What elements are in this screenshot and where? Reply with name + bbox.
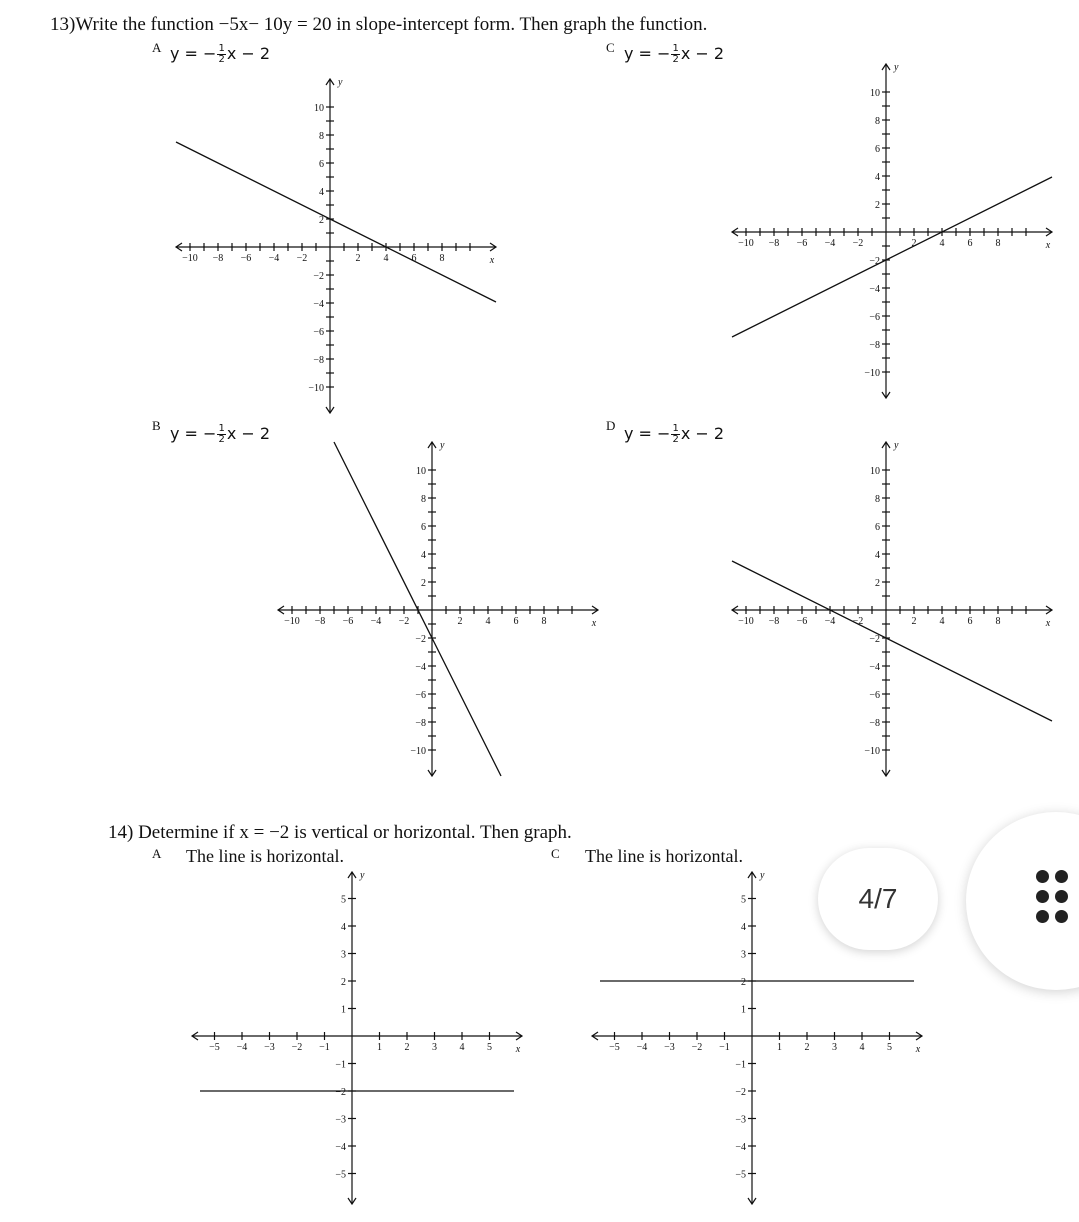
x-tick-label: −5 bbox=[609, 1042, 620, 1053]
y-tick-label: 8 bbox=[421, 494, 426, 505]
x-tick-label: −5 bbox=[209, 1042, 220, 1053]
y-tick-label: 2 bbox=[875, 200, 880, 211]
question-14: 14) Determine if x = −2 is vertical or horizontal. Then graph. bbox=[108, 822, 572, 843]
frac-num: 1 bbox=[218, 43, 225, 54]
x-axis-label: x bbox=[591, 618, 597, 629]
eq-lhs: y = − bbox=[624, 424, 671, 443]
fraction bbox=[671, 424, 679, 445]
graph-q14-option-a bbox=[184, 868, 524, 1208]
y-tick-label: −4 bbox=[869, 662, 880, 673]
y-tick-label: −6 bbox=[415, 690, 426, 701]
x-tick-label: −4 bbox=[824, 238, 836, 249]
x-tick-label: −2 bbox=[691, 1042, 703, 1053]
plotted-line bbox=[176, 142, 496, 302]
q14-option-letter-c: C bbox=[551, 846, 560, 861]
y-tick-label: 6 bbox=[875, 522, 880, 533]
y-tick-label: 2 bbox=[741, 977, 746, 988]
eq-lhs: y = − bbox=[170, 44, 217, 63]
graph-option-c bbox=[726, 60, 1056, 400]
y-tick-label: 1 bbox=[341, 1004, 346, 1016]
x-tick-label: −1 bbox=[719, 1042, 730, 1053]
plotted-line bbox=[732, 561, 1052, 721]
x-tick-label: 4 bbox=[485, 616, 491, 627]
y-axis-label: y bbox=[760, 870, 765, 881]
x-tick-label: −4 bbox=[824, 616, 836, 627]
x-tick-label: 5 bbox=[487, 1042, 492, 1053]
x-axis-label: x bbox=[515, 1044, 521, 1055]
x-tick-label: −4 bbox=[636, 1042, 648, 1053]
frac-den: 2 bbox=[218, 54, 225, 65]
y-tick-label: −4 bbox=[735, 1142, 746, 1153]
x-tick-label: −10 bbox=[182, 253, 198, 264]
y-axis-label: y bbox=[894, 62, 899, 73]
y-tick-label: 1 bbox=[741, 1004, 746, 1016]
y-tick-label: −4 bbox=[415, 662, 426, 673]
x-tick-label: −2 bbox=[398, 616, 410, 627]
x-tick-label: −3 bbox=[664, 1042, 675, 1053]
question-13: 13)Write the function −5x− 10y = 20 in slope-intercept form. Then graph the function. bbox=[50, 14, 708, 35]
graph-option-b bbox=[272, 438, 602, 778]
y-tick-label: −4 bbox=[313, 299, 324, 310]
y-tick-label: −2 bbox=[415, 634, 426, 645]
x-tick-label: 5 bbox=[887, 1042, 892, 1053]
y-tick-label: −10 bbox=[308, 383, 324, 394]
x-tick-label: 6 bbox=[967, 238, 973, 249]
x-tick-label: −3 bbox=[264, 1042, 275, 1053]
x-axis-label: x bbox=[915, 1044, 921, 1055]
x-tick-label: 2 bbox=[911, 238, 917, 249]
y-tick-label: −10 bbox=[410, 746, 426, 757]
plotted-line bbox=[732, 177, 1052, 337]
y-tick-label: −8 bbox=[869, 340, 880, 351]
x-tick-label: −8 bbox=[314, 616, 326, 627]
option-d-equation bbox=[624, 424, 724, 445]
x-tick-label: 2 bbox=[804, 1042, 810, 1053]
eq-lhs: y = − bbox=[170, 424, 217, 443]
frac-den: 2 bbox=[672, 54, 679, 65]
y-axis-label: y bbox=[338, 77, 343, 88]
y-tick-label: 2 bbox=[875, 578, 880, 589]
eq-rhs: x − 2 bbox=[680, 424, 725, 443]
x-tick-label: −2 bbox=[296, 253, 308, 264]
y-tick-label: −6 bbox=[313, 327, 324, 338]
q14-option-letter-a: A bbox=[152, 846, 162, 861]
frac-den: 2 bbox=[672, 434, 679, 445]
x-tick-label: −6 bbox=[342, 616, 354, 627]
y-tick-label: 2 bbox=[421, 578, 426, 589]
option-a-equation bbox=[170, 44, 270, 65]
fraction bbox=[217, 44, 225, 65]
x-tick-label: 6 bbox=[513, 616, 519, 627]
x-tick-label: −2 bbox=[852, 238, 864, 249]
y-tick-label: −4 bbox=[869, 284, 880, 295]
y-axis-label: y bbox=[440, 440, 445, 451]
option-letter-a: A bbox=[152, 40, 162, 55]
y-tick-label: −3 bbox=[735, 1114, 746, 1126]
x-tick-label: 8 bbox=[995, 238, 1001, 249]
option-b-equation bbox=[170, 424, 270, 445]
q14-option-a-answer: The line is horizontal. bbox=[186, 846, 344, 866]
x-axis-label: x bbox=[1045, 240, 1051, 251]
y-tick-label: 4 bbox=[875, 550, 880, 561]
y-tick-label: −1 bbox=[735, 1059, 746, 1071]
y-tick-label: 4 bbox=[741, 922, 746, 933]
x-tick-label: 8 bbox=[995, 616, 1001, 627]
x-tick-label: −4 bbox=[268, 253, 280, 264]
y-tick-label: −4 bbox=[335, 1142, 346, 1153]
x-tick-label: −4 bbox=[370, 616, 382, 627]
y-tick-label: −2 bbox=[869, 256, 880, 267]
y-tick-label: −6 bbox=[869, 690, 880, 701]
x-tick-label: 4 bbox=[859, 1042, 865, 1053]
y-tick-label: 4 bbox=[421, 550, 426, 561]
x-tick-label: −1 bbox=[319, 1042, 330, 1053]
x-tick-label: 2 bbox=[355, 253, 361, 264]
eq-rhs: x − 2 bbox=[226, 424, 271, 443]
y-tick-label: −6 bbox=[869, 312, 880, 323]
x-tick-label: 6 bbox=[411, 253, 417, 264]
y-tick-label: 10 bbox=[870, 466, 880, 477]
x-tick-label: 1 bbox=[377, 1042, 382, 1053]
frac-num: 1 bbox=[672, 43, 679, 54]
x-tick-label: 8 bbox=[439, 253, 445, 264]
y-tick-label: 4 bbox=[875, 172, 880, 183]
y-tick-label: 2 bbox=[319, 215, 324, 226]
y-tick-label: −1 bbox=[335, 1059, 346, 1071]
eq-lhs: y = − bbox=[624, 44, 671, 63]
x-tick-label: 4 bbox=[459, 1042, 465, 1053]
x-tick-label: 6 bbox=[967, 616, 973, 627]
x-tick-label: 4 bbox=[939, 238, 945, 249]
x-tick-label: 4 bbox=[939, 616, 945, 627]
option-letter-d: D bbox=[606, 418, 616, 433]
y-tick-label: −10 bbox=[864, 368, 880, 379]
y-tick-label: −2 bbox=[313, 271, 324, 282]
y-tick-label: 5 bbox=[341, 894, 346, 906]
x-tick-label: −6 bbox=[796, 238, 808, 249]
y-tick-label: 6 bbox=[875, 144, 880, 155]
x-tick-label: −10 bbox=[738, 616, 754, 627]
x-tick-label: −8 bbox=[768, 616, 780, 627]
y-axis-label: y bbox=[360, 870, 365, 881]
x-tick-label: 3 bbox=[832, 1042, 837, 1053]
graph-option-d bbox=[726, 438, 1056, 778]
y-tick-label: −8 bbox=[313, 355, 324, 366]
graph-option-a bbox=[170, 75, 500, 415]
y-tick-label: −8 bbox=[415, 718, 426, 729]
y-tick-label: 4 bbox=[319, 187, 324, 198]
y-tick-label: 4 bbox=[341, 922, 346, 933]
x-tick-label: 1 bbox=[777, 1042, 782, 1053]
x-tick-label: 8 bbox=[541, 616, 547, 627]
y-tick-label: −8 bbox=[869, 718, 880, 729]
option-c-equation bbox=[624, 44, 724, 65]
x-tick-label: −8 bbox=[212, 253, 224, 264]
y-tick-label: 3 bbox=[341, 949, 346, 961]
eq-rhs: x − 2 bbox=[680, 44, 725, 63]
y-tick-label: 6 bbox=[421, 522, 426, 533]
x-tick-label: −2 bbox=[291, 1042, 303, 1053]
y-tick-label: −2 bbox=[869, 634, 880, 645]
eq-rhs: x − 2 bbox=[226, 44, 271, 63]
y-tick-label: 2 bbox=[341, 977, 346, 988]
more-dots-icon[interactable] bbox=[1036, 870, 1072, 924]
frac-num: 1 bbox=[218, 423, 225, 434]
frac-den: 2 bbox=[218, 434, 225, 445]
y-tick-label: 5 bbox=[741, 894, 746, 906]
option-letter-b: B bbox=[152, 418, 161, 433]
y-axis-label: y bbox=[894, 440, 899, 451]
x-tick-label: 2 bbox=[457, 616, 463, 627]
x-tick-label: −6 bbox=[240, 253, 252, 264]
x-tick-label: −10 bbox=[738, 238, 754, 249]
fraction bbox=[671, 44, 679, 65]
x-axis-label: x bbox=[1045, 618, 1051, 629]
frac-num: 1 bbox=[672, 423, 679, 434]
y-tick-label: −10 bbox=[864, 746, 880, 757]
x-tick-label: −4 bbox=[236, 1042, 248, 1053]
x-tick-label: 2 bbox=[911, 616, 917, 627]
y-tick-label: −5 bbox=[735, 1169, 746, 1181]
option-letter-c: C bbox=[606, 40, 615, 55]
x-axis-label: x bbox=[489, 255, 495, 266]
y-tick-label: −2 bbox=[335, 1087, 346, 1098]
x-tick-label: −6 bbox=[796, 616, 808, 627]
x-tick-label: −8 bbox=[768, 238, 780, 249]
y-tick-label: 6 bbox=[319, 159, 324, 170]
y-tick-label: −3 bbox=[335, 1114, 346, 1126]
y-tick-label: −2 bbox=[735, 1087, 746, 1098]
y-tick-label: −5 bbox=[335, 1169, 346, 1181]
y-tick-label: 10 bbox=[416, 466, 426, 477]
y-tick-label: 8 bbox=[319, 131, 324, 142]
x-tick-label: −10 bbox=[284, 616, 300, 627]
q14-option-c-answer: The line is horizontal. bbox=[585, 846, 743, 866]
y-tick-label: 3 bbox=[741, 949, 746, 961]
y-tick-label: 10 bbox=[870, 88, 880, 99]
x-tick-label: −2 bbox=[852, 616, 864, 627]
y-tick-label: 10 bbox=[314, 103, 324, 114]
x-tick-label: 4 bbox=[383, 253, 389, 264]
page-indicator[interactable]: 4/7 bbox=[818, 848, 938, 950]
y-tick-label: 8 bbox=[875, 116, 880, 127]
fraction bbox=[217, 424, 225, 445]
x-tick-label: 2 bbox=[404, 1042, 410, 1053]
y-tick-label: 8 bbox=[875, 494, 880, 505]
x-tick-label: 3 bbox=[432, 1042, 437, 1053]
